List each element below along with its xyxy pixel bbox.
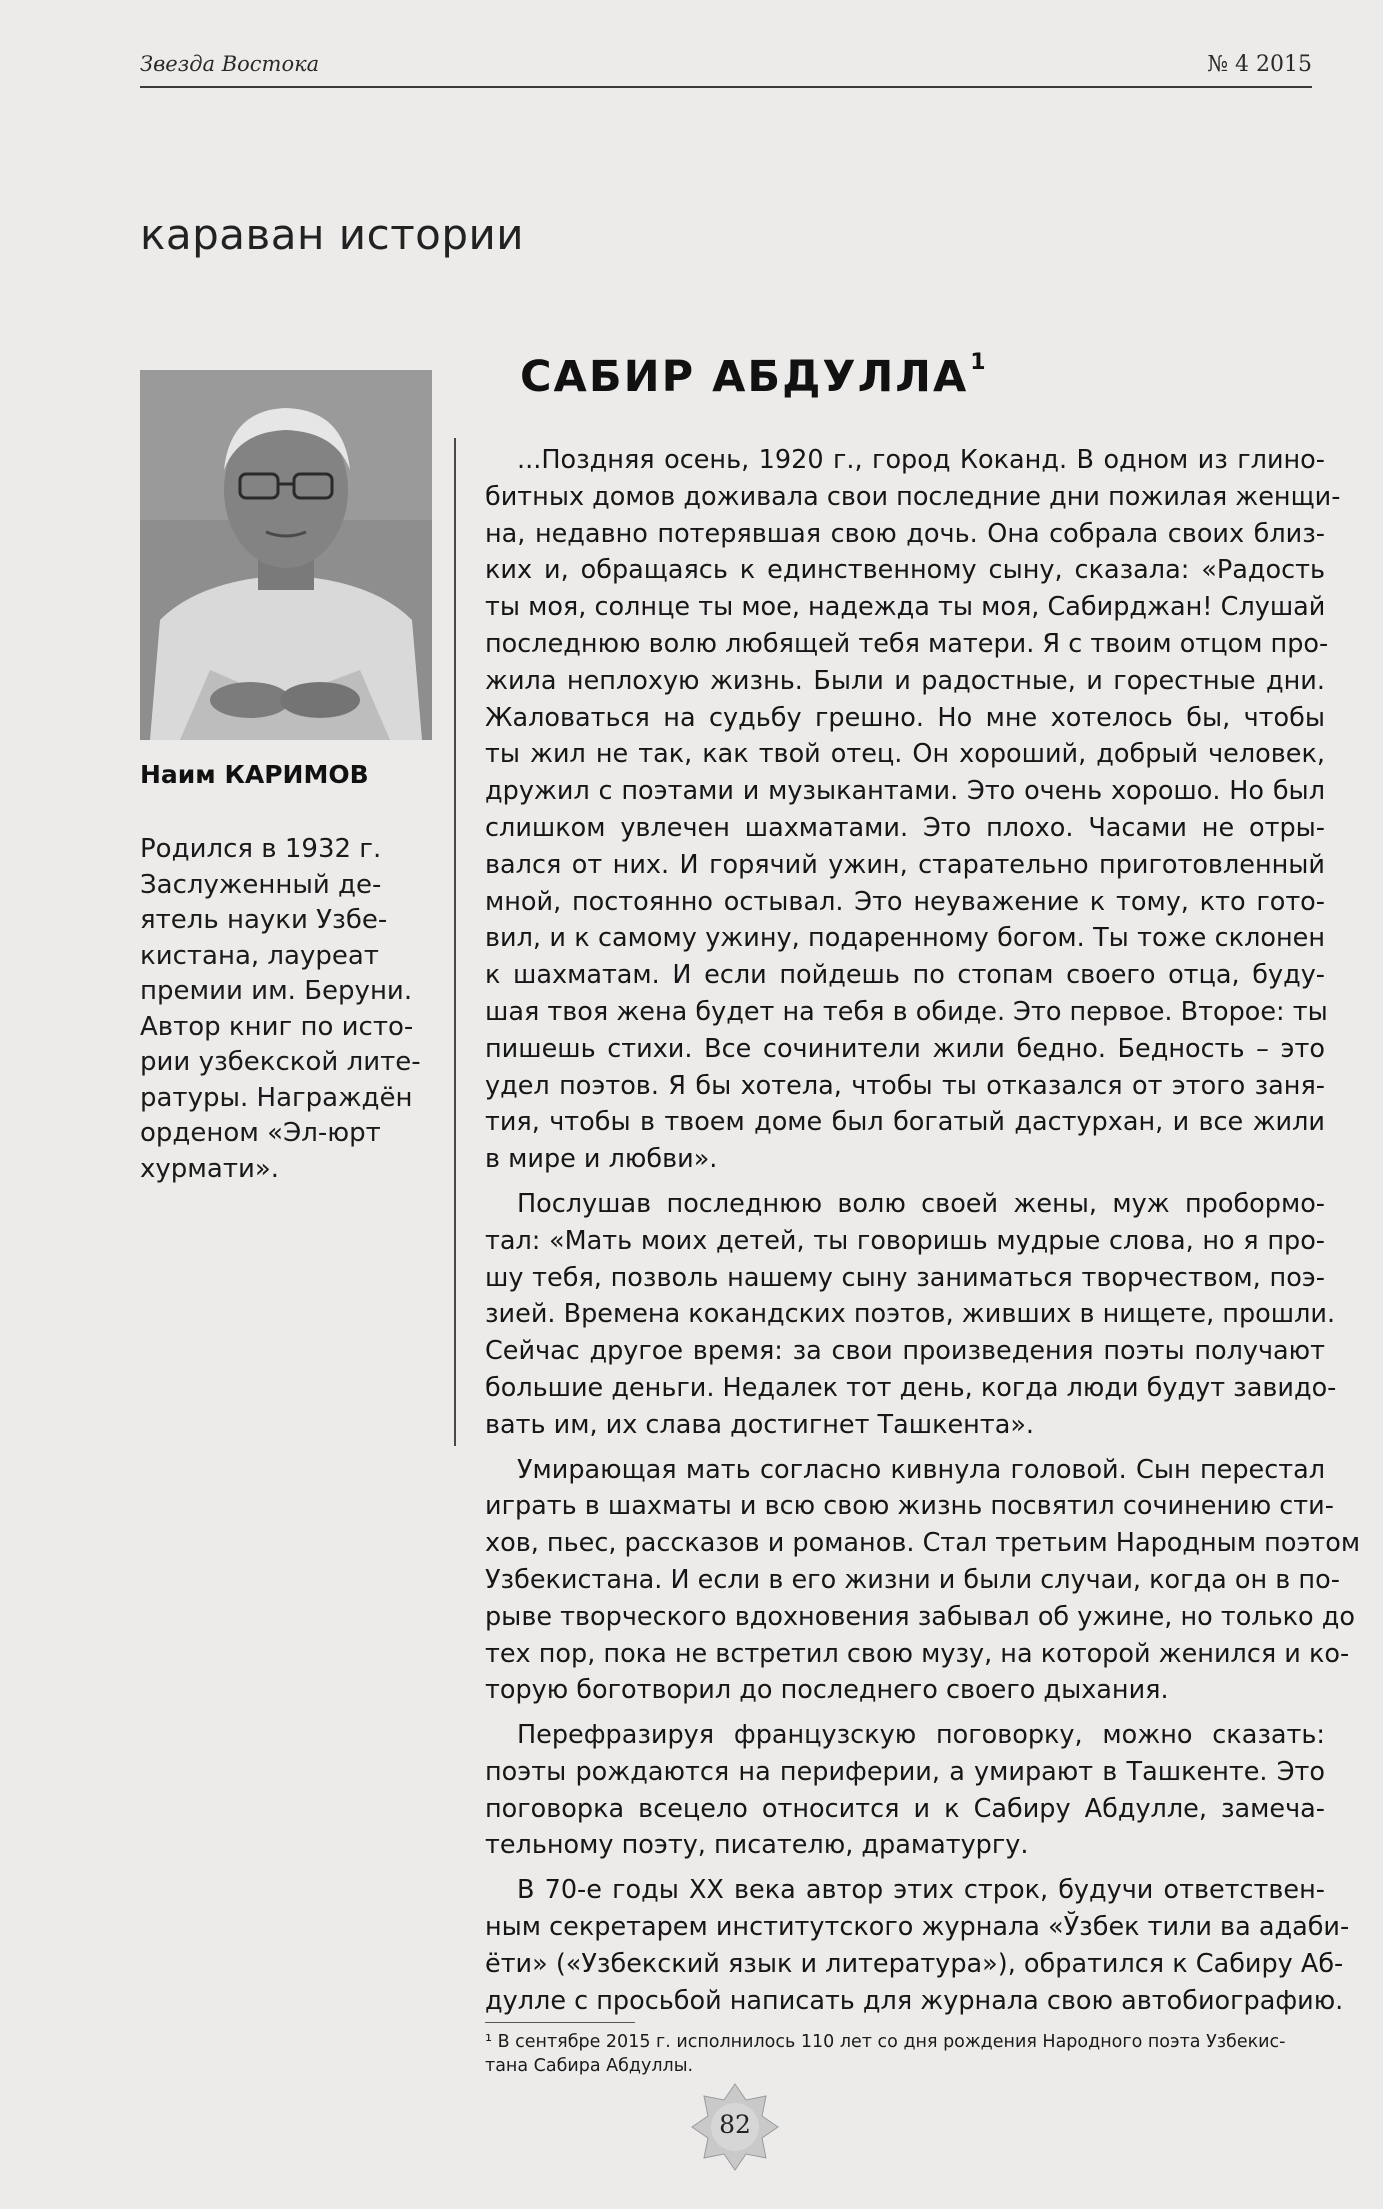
article-line: битных домов доживала свои последние дни пожилая женщи- — [485, 481, 1341, 512]
article-line: вался от них. И горячий ужин, старательно приготовленный — [485, 849, 1325, 880]
paragraph-gap — [485, 1178, 1325, 1186]
article-line: на, недавно потерявшая свою дочь. Она собрала своих близ- — [485, 518, 1325, 549]
article-line: шая твоя жена будет на тебя в обиде. Это первое. Второе: ты — [485, 996, 1328, 1027]
article-line: ты жил не так, как твой отец. Он хороший, добрый человек, — [485, 739, 1325, 770]
article-line: хов, пьес, рассказов и романов. Стал третьим Народным поэтом — [485, 1528, 1361, 1559]
article-line: мной, постоянно остывал. Это неуважение к тому, кто гото- — [485, 886, 1325, 917]
author-bio — [140, 832, 440, 1187]
article-line: поэты рождаются на периферии, а умирают в Ташкенте. Это — [485, 1756, 1325, 1787]
article-line: вил, и к самому ужину, подаренному богом. Ты тоже склонен — [485, 923, 1325, 954]
bio-line: орденом «Эл-юрт — [140, 1118, 381, 1148]
bio-line: премии им. Беруни. — [140, 976, 413, 1006]
article-line: большие деньги. Недалек тот день, когда люди будут завидо- — [485, 1372, 1337, 1403]
article-line: Сейчас другое время: за свои произведения поэты получают — [485, 1336, 1325, 1367]
article-line: тельному поэту, писателю, драматургу. — [485, 1830, 1029, 1861]
bio-line: ятель науки Узбе- — [140, 905, 388, 935]
article-line: тех пор, пока не встретил свою музу, на которой женился и ко- — [485, 1638, 1350, 1669]
article-line: поговорка всецело относится и к Сабиру Абдулле, замеча- — [485, 1793, 1325, 1824]
article-line: зией. Времена кокандских поэтов, живших в нищете, прошли. — [485, 1299, 1336, 1330]
article-line: жила неплохую жизнь. Были и радостные, и горестные дни. — [485, 665, 1325, 696]
article-line: ёти» («Узбекский язык и литература»), обратился к Сабиру Аб- — [485, 1948, 1344, 1979]
article-line: дулле с просьбой написать для журнала свою автобиографию. — [485, 1985, 1344, 2016]
article-paragraph — [485, 1452, 1361, 1710]
article-line: слишком увлечен шахматами. Это плохо. Часами не отры- — [485, 812, 1325, 843]
article-line: последнюю волю любящей тебя матери. Я с твоим отцом про- — [485, 628, 1329, 659]
issue-number: № 4 2015 — [1207, 52, 1312, 77]
article-line: рыве творческого вдохновения забывал об ужине, но только до — [485, 1601, 1355, 1632]
article-line: Послушав последнюю волю своей жены, муж пробормо- — [517, 1188, 1325, 1219]
page-number-badge — [690, 2082, 780, 2172]
article-line: ты моя, солнце ты мое, надежда ты моя, Сабирджан! Слушай — [485, 592, 1326, 623]
article-line: играть в шахматы и всю свою жизнь посвятил сочинению сти- — [485, 1491, 1334, 1522]
footnote — [485, 2030, 1325, 2078]
article-paragraph — [485, 1186, 1337, 1444]
article-line: шу тебя, позволь нашему сыну заниматься творчеством, поэ- — [485, 1262, 1325, 1293]
bio-line: хурмати». — [140, 1153, 280, 1184]
article-line: дружил с поэтами и музыкантами. Это очень хорошо. Но был — [485, 776, 1325, 807]
footnote-divider — [485, 2022, 635, 2023]
paragraph-gap — [485, 1444, 1325, 1452]
portrait-image — [140, 370, 432, 740]
article-title — [520, 352, 988, 402]
article-line: тия, чтобы в твоем доме был богатый дастурхан, и все жили — [485, 1107, 1325, 1138]
article-line: ным секретарем институтского журнала «Ўзбек тили ва адаби- — [485, 1912, 1350, 1943]
bio-line: Заслуженный де- — [140, 869, 382, 900]
author-name: Наим КАРИМОВ — [140, 760, 369, 789]
article-line: к шахматам. И если пойдешь по стопам своего отца, буду- — [485, 960, 1325, 991]
article-paragraph — [485, 1717, 1325, 1864]
article-line: удел поэтов. Я бы хотела, чтобы ты отказался от этого заня- — [485, 1070, 1325, 1101]
article-line: в мире и любви». — [485, 1144, 718, 1175]
article-line: ...Поздняя осень, 1920 г., город Коканд. В одном из глино- — [517, 445, 1325, 475]
bio-line: Родился в 1932 г. — [140, 834, 382, 864]
article-line: вать им, их слава достигнет Ташкента». — [485, 1409, 1035, 1440]
footnote-mark: 1 — [970, 350, 988, 375]
article-line: Жаловаться на судьбу грешно. Но мне хотелось бы, чтобы — [485, 702, 1325, 733]
bio-line: кистана, лауреат — [140, 940, 379, 971]
bio-line: рии узбекской лите- — [140, 1047, 421, 1077]
article-line: Умирающая мать согласно кивнула головой. Сын перестал — [517, 1454, 1325, 1485]
article-paragraph — [485, 442, 1341, 1178]
page-number: 82 — [719, 2110, 751, 2139]
article-line: В 70-е годы XX века автор этих строк, будучи ответствен- — [517, 1875, 1325, 1906]
column-divider — [454, 438, 456, 1446]
section-title: караван истории — [140, 210, 525, 259]
article-line: ких и, обращаясь к единственному сыну, сказала: «Радость — [485, 555, 1325, 586]
article-line: торую боготворил до последнего своего дыхания. — [485, 1675, 1169, 1706]
article-paragraph — [485, 1872, 1350, 2019]
footnote-line: ¹ В сентябре 2015 г. исполнилось 110 лет со дня рождения Народного поэта Узбекис- — [485, 2032, 1286, 2052]
article-line: Узбекистана. И если в его жизни и были случаи, когда он в по- — [485, 1564, 1340, 1595]
article-line: Перефразируя французскую поговорку, можно сказать: — [517, 1720, 1325, 1751]
paragraph-gap — [485, 1864, 1325, 1872]
author-photo — [140, 370, 432, 740]
bio-line: Автор книг по исто- — [140, 1011, 414, 1042]
article-body — [485, 442, 1361, 2019]
article-title-text: САБИР АБДУЛЛА — [520, 352, 969, 402]
article-line: тал: «Мать моих детей, ты говоришь мудрые слова, но я про- — [485, 1225, 1325, 1256]
running-header — [140, 52, 1312, 88]
bio-line: ратуры. Награждён — [140, 1082, 413, 1113]
footnote-line: тана Сабира Абдуллы. — [485, 2056, 694, 2076]
journal-title: Звезда Востока — [140, 52, 320, 76]
paragraph-gap — [485, 1709, 1325, 1717]
article-line: пишешь стихи. Все сочинители жили бедно. Бедность – это — [485, 1033, 1325, 1064]
